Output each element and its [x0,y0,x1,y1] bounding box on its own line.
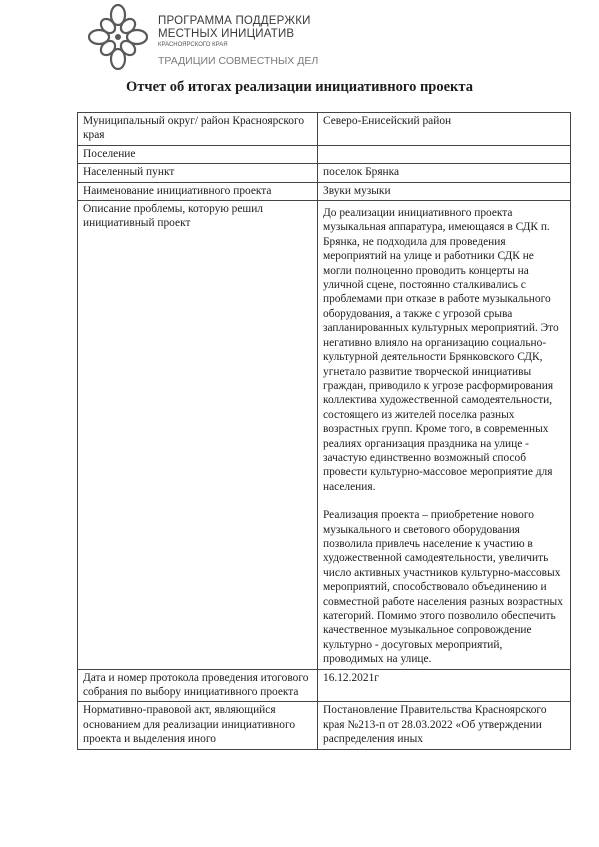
table-row [78,201,571,670]
table-row [78,113,571,146]
row-label: Описание проблемы, которую решил инициативный проект [78,201,318,670]
row-label: Нормативно-правовой акт, являющийся основанием для реализации инициативного проекта и выделения иного [78,702,318,749]
row-value: Северо-Енисейский район [318,113,571,146]
program-region: КРАСНОЯРСКОГО КРАЯ [158,42,228,48]
table-row [78,702,571,749]
row-value: поселок Брянка [318,164,571,182]
row-value: Звуки музыки [318,182,571,200]
table-row [78,145,571,163]
description-cell [318,201,571,670]
row-label: Муниципальный округ/ район Красноярского края [78,113,318,146]
row-label: Дата и номер протокола проведения итогового собрания по выбору инициативного проекта [78,669,318,702]
table-row [78,182,571,200]
report-table [77,112,571,750]
row-value: Постановление Правительства Красноярского края №213-п от 28.03.2022 «Об утверждении распределения иных [318,702,571,749]
row-value: 16.12.2021г [318,669,571,702]
program-name-line2: МЕСТНЫХ ИНИЦИАТИВ [158,28,295,40]
document-title: Отчет об итогах реализации инициативного проекта [126,79,473,95]
description-paragraph: Реализация проекта – приобретение нового музыкального и светового оборудования позволила привлечь население к участию в художественной самодеятельности, увеличить число активных участников культурно-массовых мероприятий, способствовало объединению и совместной работе населения разных возрастных категорий. Помимо этого позволило обеспечить качественное музыкальное сопровождение культурно - досуговых мероприятий, проводимых на улице. [323,509,563,666]
program-tagline: ТРАДИЦИИ СОВМЕСТНЫХ ДЕЛ [158,55,319,67]
description-paragraph: До реализации инициативного проекта музыкальная аппаратура, имеющаяся в СДК п. Брянка, не подходила для проведения мероприятий на улице и работники СДК не могли полноценно проводить концерты на уличной сцене, постоянно сталкивались с проблемами при отказе в работе музыкального оборудования, а также с угрозой срыва запланированных культурных мероприятий. Это негативно влияло на организацию социально-культурной деятельности Брянковского СДК, угнетало развитие творческой инициативы граждан, приводило к угрозе расформирования коллектива художественной самодеятельности, состоящего из жителей поселка разных возрастных групп. Кроме того, в современных реалиях организация праздника на улице - зачастую единственно возможный способ провести культурно-массовое мероприятие для населения. [323,207,559,493]
ppmi-logo-icon [88,4,148,70]
program-header [88,4,388,70]
table-row [78,669,571,702]
program-name-line1: ПРОГРАММА ПОДДЕРЖКИ [158,15,311,27]
table-row [78,164,571,182]
row-value [318,145,571,163]
row-label: Наименование инициативного проекта [78,182,318,200]
row-label: Населенный пункт [78,164,318,182]
row-label: Поселение [78,145,318,163]
